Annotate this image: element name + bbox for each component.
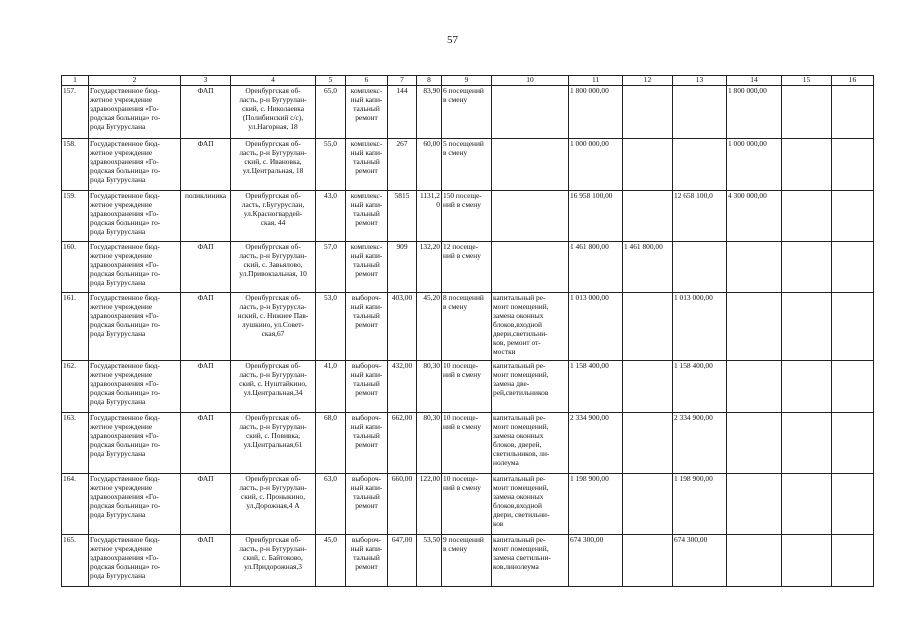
table-row bbox=[62, 474, 874, 535]
column-number: 13 bbox=[673, 76, 727, 86]
facility-type-cell: ФАП bbox=[181, 413, 231, 474]
organization-cell: Государственное бюд- жетное учреждение здравоохранения «Го- родская больница» го- рода Бугуруслана bbox=[89, 413, 181, 474]
table-row bbox=[62, 293, 874, 361]
area-cell: 65,0 bbox=[316, 86, 346, 139]
col13-cell: 1 158 400,00 bbox=[673, 361, 727, 413]
area-cell: 68,0 bbox=[316, 413, 346, 474]
col8-cell: 53,50 bbox=[417, 535, 442, 587]
col14-cell bbox=[727, 413, 782, 474]
works-cell bbox=[492, 139, 569, 191]
col14-cell bbox=[727, 293, 782, 361]
column-number: 9 bbox=[442, 76, 492, 86]
area-cell: 63,0 bbox=[316, 474, 346, 535]
works-cell: капитальный ре- монт помещений, замена оконных блоков,входной двери, светильни- ков bbox=[492, 474, 569, 535]
organization-cell: Государственное бюд- жетное учреждение здравоохранения «Го- родская больница» го- рода Бугуруслана bbox=[89, 474, 181, 535]
col12-cell bbox=[623, 361, 673, 413]
facility-type-cell: ФАП bbox=[181, 535, 231, 587]
col15-cell bbox=[782, 191, 832, 242]
col8-cell: 122,00 bbox=[417, 474, 442, 535]
capacity-cell: 5 посещений в смену bbox=[442, 139, 492, 191]
works-cell bbox=[492, 242, 569, 293]
row-number-cell: 162. bbox=[62, 361, 89, 413]
capacity-cell: 10 посеще- ний в смену bbox=[442, 413, 492, 474]
capacity-cell: 6 посещений в смену bbox=[442, 86, 492, 139]
address-cell: Оренбургская об- ласть, р-н Бугурулан- ский, с. Нуштайкино, ул.Центральная,34 bbox=[231, 361, 316, 413]
total-cost-cell: 1 461 800,00 bbox=[569, 242, 623, 293]
column-number: 16 bbox=[832, 76, 874, 86]
column-number: 6 bbox=[346, 76, 388, 86]
col15-cell bbox=[782, 242, 832, 293]
repair-type-cell: выбороч- ный капи- тальный ремонт bbox=[346, 474, 388, 535]
row-number-cell: 161. bbox=[62, 293, 89, 361]
total-cost-cell: 674 300,00 bbox=[569, 535, 623, 587]
col8-cell: 132,20 bbox=[417, 242, 442, 293]
organization-cell: Государственное бюд- жетное учреждение здравоохранения «Го- родская больница» го- рода Бугуруслана bbox=[89, 293, 181, 361]
column-number: 1 bbox=[62, 76, 89, 86]
col15-cell bbox=[782, 535, 832, 587]
address-cell: Оренбургская об- ласть, р-н Бугурулан- ский, с. Николаевка (Полибинский с/с), ул.Нагорная, 18 bbox=[231, 86, 316, 139]
col13-cell: 674 300,00 bbox=[673, 535, 727, 587]
total-cost-cell: 1 800 000,00 bbox=[569, 86, 623, 139]
address-cell: Оренбургская об- ласть, р-н Бугурулан- ский, с. Повивка, ул.Центральная,61 bbox=[231, 413, 316, 474]
col16-cell bbox=[832, 293, 874, 361]
works-cell: капитальный ре- монт помещений, замена две- рей,светильников bbox=[492, 361, 569, 413]
address-cell: Оренбургская об- ласть, р-н Бугурулан- ский, с. Проныкино, ул.Дорожная,4 А bbox=[231, 474, 316, 535]
col7-cell: 432,00 bbox=[388, 361, 417, 413]
col13-cell: 12 658 100,0 bbox=[673, 191, 727, 242]
column-number: 12 bbox=[623, 76, 673, 86]
total-cost-cell: 1 000 000,00 bbox=[569, 139, 623, 191]
col13-cell: 2 334 900,00 bbox=[673, 413, 727, 474]
col15-cell bbox=[782, 293, 832, 361]
capacity-cell: 10 посеще- ний в смену bbox=[442, 361, 492, 413]
address-cell: Оренбургская об- ласть, г.Бугуруслан, ул.Красногвардей- ская, 44 bbox=[231, 191, 316, 242]
works-cell: капитальный ре- монт помещений, замена оконных блоков, дверей, светильников, ли- нолеума bbox=[492, 413, 569, 474]
repair-type-cell: комплекс- ный капи- тальный ремонт bbox=[346, 242, 388, 293]
col16-cell bbox=[832, 86, 874, 139]
col14-cell bbox=[727, 474, 782, 535]
col7-cell: 662,00 bbox=[388, 413, 417, 474]
col15-cell bbox=[782, 361, 832, 413]
col7-cell: 267 bbox=[388, 139, 417, 191]
facility-type-cell: ФАП bbox=[181, 86, 231, 139]
column-number-row bbox=[62, 76, 874, 86]
facility-type-cell: поликлиника bbox=[181, 191, 231, 242]
table-row bbox=[62, 361, 874, 413]
area-cell: 41,0 bbox=[316, 361, 346, 413]
column-number: 14 bbox=[727, 76, 782, 86]
col7-cell: 5815 bbox=[388, 191, 417, 242]
col8-cell: 45,20 bbox=[417, 293, 442, 361]
works-cell bbox=[492, 191, 569, 242]
col16-cell bbox=[832, 361, 874, 413]
repair-type-cell: выбороч- ный капи- тальный ремонт bbox=[346, 535, 388, 587]
capacity-cell: 8 посещений в смену bbox=[442, 293, 492, 361]
col12-cell bbox=[623, 293, 673, 361]
col13-cell bbox=[673, 86, 727, 139]
repair-type-cell: комплекс- ный капи- тальный ремонт bbox=[346, 139, 388, 191]
table-row bbox=[62, 535, 874, 587]
repair-type-cell: комплекс- ный капи- тальный ремонт bbox=[346, 191, 388, 242]
table-row bbox=[62, 413, 874, 474]
area-cell: 45,0 bbox=[316, 535, 346, 587]
area-cell: 53,0 bbox=[316, 293, 346, 361]
col12-cell bbox=[623, 535, 673, 587]
address-cell: Оренбургская об- ласть, р-н Бугурулан- ский, с. Байтоково, ул.Придорожная,3 bbox=[231, 535, 316, 587]
address-cell: Оренбургская об- ласть, р-н Бугурулан- ский, с. Завьялово, ул.Привокзальная, 10 bbox=[231, 242, 316, 293]
table-row bbox=[62, 242, 874, 293]
col14-cell bbox=[727, 361, 782, 413]
column-number: 11 bbox=[569, 76, 623, 86]
row-number-cell: 158. bbox=[62, 139, 89, 191]
total-cost-cell: 1 158 400,00 bbox=[569, 361, 623, 413]
total-cost-cell: 16 958 100,00 bbox=[569, 191, 623, 242]
column-number: 2 bbox=[89, 76, 181, 86]
col8-cell: 80,30 bbox=[417, 361, 442, 413]
column-number: 7 bbox=[388, 76, 417, 86]
col16-cell bbox=[832, 139, 874, 191]
organization-cell: Государственное бюд- жетное учреждение здравоохранения «Го- родская больница» го- рода Бугуруслана bbox=[89, 139, 181, 191]
area-cell: 57,0 bbox=[316, 242, 346, 293]
facility-type-cell: ФАП bbox=[181, 139, 231, 191]
organization-cell: Государственное бюд- жетное учреждение здравоохранения «Го- родская больница» го- рода Бугуруслана bbox=[89, 535, 181, 587]
row-number-cell: 159. bbox=[62, 191, 89, 242]
area-cell: 55,0 bbox=[316, 139, 346, 191]
col16-cell bbox=[832, 535, 874, 587]
col12-cell bbox=[623, 86, 673, 139]
col7-cell: 647,00 bbox=[388, 535, 417, 587]
repair-type-cell: комплекс- ный капи- тальный ремонт bbox=[346, 86, 388, 139]
repair-type-cell: выбороч- ный капи- тальный ремонт bbox=[346, 293, 388, 361]
row-number-cell: 163. bbox=[62, 413, 89, 474]
works-cell: капитальный ре- монт помещений, замена оконных блоков,входной двери,светильни- ков, ремонт от- мостки bbox=[492, 293, 569, 361]
col12-cell: 1 461 800,00 bbox=[623, 242, 673, 293]
col12-cell bbox=[623, 413, 673, 474]
col7-cell: 144 bbox=[388, 86, 417, 139]
col13-cell bbox=[673, 139, 727, 191]
capacity-cell: 10 посеще- ний в смену bbox=[442, 474, 492, 535]
row-number-cell: 160. bbox=[62, 242, 89, 293]
works-cell bbox=[492, 86, 569, 139]
table-row bbox=[62, 191, 874, 242]
organization-cell: Государственное бюд- жетное учреждение здравоохранения «Го- родская больница» го- рода Бугуруслана bbox=[89, 361, 181, 413]
total-cost-cell: 1 013 000,00 bbox=[569, 293, 623, 361]
row-number-cell: 165. bbox=[62, 535, 89, 587]
total-cost-cell: 1 198 900,00 bbox=[569, 474, 623, 535]
facility-type-cell: ФАП bbox=[181, 474, 231, 535]
address-cell: Оренбургская об- ласть, р-н Бугурулан- ский, с. Ивановка, ул.Центральная, 18 bbox=[231, 139, 316, 191]
capacity-cell: 9 посещений в смену bbox=[442, 535, 492, 587]
capacity-cell: 12 посеще- ний в смену bbox=[442, 242, 492, 293]
col8-cell: 1131,20 bbox=[417, 191, 442, 242]
col14-cell: 4 300 000,00 bbox=[727, 191, 782, 242]
table-row bbox=[62, 139, 874, 191]
col7-cell: 660,00 bbox=[388, 474, 417, 535]
col14-cell bbox=[727, 242, 782, 293]
facility-type-cell: ФАП bbox=[181, 361, 231, 413]
facility-type-cell: ФАП bbox=[181, 242, 231, 293]
organization-cell: Государственное бюд- жетное учреждение здравоохранения «Го- родская больница» го- рода Бугуруслана bbox=[89, 191, 181, 242]
works-cell: капитальный ре- монт помещений, замена светильни- ков,линолеума bbox=[492, 535, 569, 587]
col7-cell: 909 bbox=[388, 242, 417, 293]
col8-cell: 83,90 bbox=[417, 86, 442, 139]
col16-cell bbox=[832, 474, 874, 535]
col13-cell: 1 198 900,00 bbox=[673, 474, 727, 535]
repair-type-cell: выбороч- ный капи- тальный ремонт bbox=[346, 361, 388, 413]
col14-cell bbox=[727, 535, 782, 587]
col15-cell bbox=[782, 474, 832, 535]
col13-cell bbox=[673, 242, 727, 293]
col13-cell: 1 013 000,00 bbox=[673, 293, 727, 361]
area-cell: 43,0 bbox=[316, 191, 346, 242]
column-number: 15 bbox=[782, 76, 832, 86]
facilities-table bbox=[61, 75, 874, 587]
col7-cell: 403,00 bbox=[388, 293, 417, 361]
col15-cell bbox=[782, 139, 832, 191]
organization-cell: Государственное бюд- жетное учреждение здравоохранения «Го- родская больница» го- рода Бугуруслана bbox=[89, 242, 181, 293]
col16-cell bbox=[832, 191, 874, 242]
capacity-cell: 150 посеще- ний в смену bbox=[442, 191, 492, 242]
column-number: 8 bbox=[417, 76, 442, 86]
col16-cell bbox=[832, 242, 874, 293]
col15-cell bbox=[782, 86, 832, 139]
column-number: 3 bbox=[181, 76, 231, 86]
total-cost-cell: 2 334 900,00 bbox=[569, 413, 623, 474]
row-number-cell: 164. bbox=[62, 474, 89, 535]
facility-type-cell: ФАП bbox=[181, 293, 231, 361]
col14-cell: 1 000 000,00 bbox=[727, 139, 782, 191]
col12-cell bbox=[623, 191, 673, 242]
col8-cell: 60,00 bbox=[417, 139, 442, 191]
col14-cell: 1 800 000,00 bbox=[727, 86, 782, 139]
col12-cell bbox=[623, 139, 673, 191]
repair-type-cell: выбороч- ный капи- тальный ремонт bbox=[346, 413, 388, 474]
col15-cell bbox=[782, 413, 832, 474]
col16-cell bbox=[832, 413, 874, 474]
organization-cell: Государственное бюд- жетное учреждение здравоохранения «Го- родская больница» го- рода Бугуруслана bbox=[89, 86, 181, 139]
page-number: 57 bbox=[447, 34, 458, 46]
address-cell: Оренбургская об- ласть, р-н Бугурусла- нский, с. Нижнее Пав- лушкино, ул.Совет- ская,67 bbox=[231, 293, 316, 361]
column-number: 4 bbox=[231, 76, 316, 86]
col12-cell bbox=[623, 474, 673, 535]
table-row bbox=[62, 86, 874, 139]
row-number-cell: 157. bbox=[62, 86, 89, 139]
column-number: 5 bbox=[316, 76, 346, 86]
col8-cell: 80,30 bbox=[417, 413, 442, 474]
column-number: 10 bbox=[492, 76, 569, 86]
